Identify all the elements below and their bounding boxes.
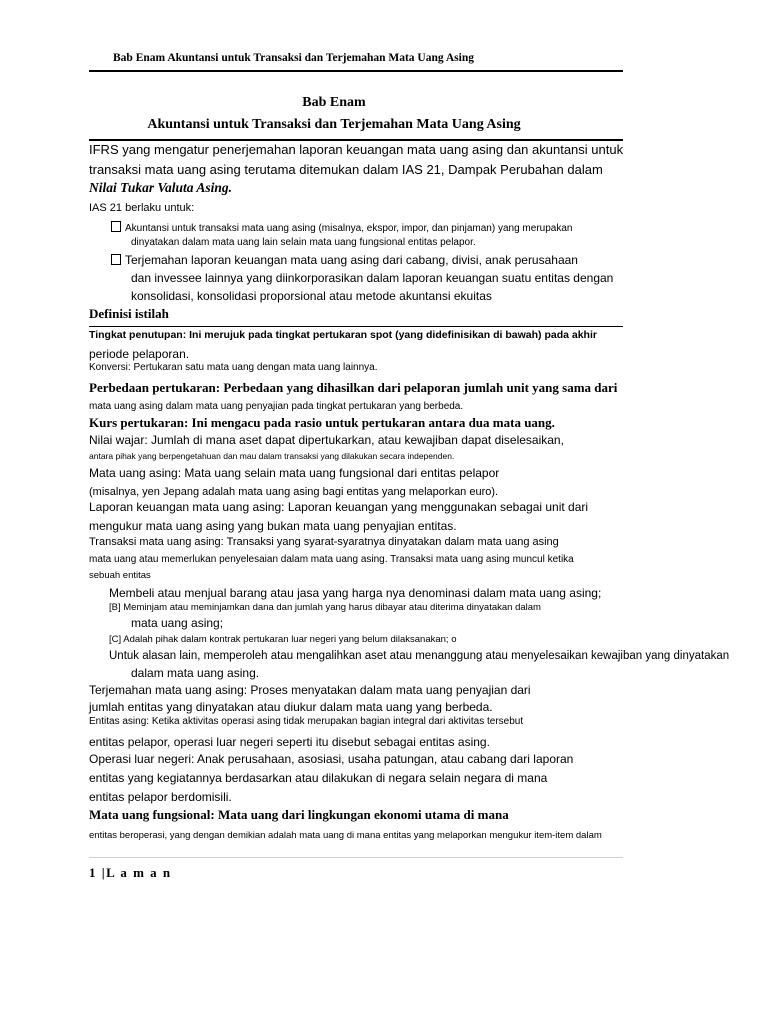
- sub-item-a: Membeli atau menjual barang atau jasa yang harga nya denominasi dalam mata uang asing;: [109, 586, 602, 600]
- sub-item-b-cont: mata uang asing;: [131, 616, 224, 630]
- definitions-rule: [89, 326, 623, 327]
- def-closing-rate: Tingkat penutupan: Ini merujuk pada tingkat pertukaran spot (yang didefinisikan di bawah) pada akhir: [89, 329, 597, 341]
- def-fc-transaction-cont-2: sebuah entitas: [89, 570, 151, 581]
- chapter-label: Bab Enam: [302, 95, 366, 110]
- def-fc-translation: Terjemahan mata uang asing: Proses menyatakan dalam mata uang penyajian dari: [89, 683, 531, 697]
- def-fair-value-cont: antara pihak yang berpengetahuan dan mau dalam transaksi yang dilakukan secara independen.: [89, 451, 455, 461]
- def-foreign-operation-cont-2: entitas pelapor berdomisili.: [89, 790, 232, 804]
- def-fc-statements: Laporan keuangan mata uang asing: Laporan keuangan yang menggunakan sebagai unit dari: [89, 500, 589, 514]
- def-exchange-difference-cont: mata uang asing dalam mata uang penyajian pada tingkat pertukaran yang berbeda.: [89, 401, 464, 412]
- page-label: |L a m a n: [101, 865, 172, 880]
- scope-item-2-cont-2: konsolidasi, konsolidasi proporsional atau metode akuntansi ekuitas: [131, 289, 492, 303]
- def-foreign-entity: Entitas asing: Ketika aktivitas operasi asing tidak merupakan bagian integral dari aktivitas tersebut: [89, 716, 524, 727]
- checkbox-bullet-icon: [111, 221, 121, 232]
- def-foreign-entity-cont: entitas pelapor, operasi luar negeri seperti itu disebut sebagai entitas asing.: [89, 735, 490, 749]
- header-rule: [89, 70, 623, 72]
- sub-item-c: [C] Adalah pihak dalam kontrak pertukaran luar negeri yang belum dilaksanakan; o: [109, 634, 457, 645]
- def-closing-rate-cont: periode pelaporan.: [89, 347, 190, 361]
- definitions-heading: Definisi istilah: [89, 306, 169, 321]
- intro-line-2: transaksi mata uang asing terutama ditemukan dalam IAS 21, Dampak Perubahan dalam: [89, 162, 603, 177]
- def-foreign-currency: Mata uang asing: Mata uang selain mata uang fungsional dari entitas pelapor: [89, 466, 500, 480]
- scope-lead: IAS 21 berlaku untuk:: [89, 202, 195, 214]
- scope-item-2: Terjemahan laporan keuangan mata uang asing dari cabang, divisi, anak perusahaan: [111, 253, 578, 267]
- def-fc-transaction-cont-1: mata uang atau memerlukan penyelesaian dalam mata uang asing. Transaksi mata uang asing muncul ketika: [89, 554, 574, 565]
- def-fc-transaction: Transaksi mata uang asing: Transaksi yang syarat-syaratnya dinyatakan dalam mata uang asing: [89, 536, 559, 548]
- checkbox-bullet-icon: [111, 254, 121, 265]
- def-conversion: Konversi: Pertukaran satu mata uang dengan mata uang lainnya.: [89, 362, 378, 373]
- def-exchange-rate: Kurs pertukaran: Ini mengacu pada rasio untuk pertukaran antara dua mata uang.: [89, 415, 555, 430]
- chapter-title: Akuntansi untuk Transaksi dan Terjemahan Mata Uang Asing: [147, 117, 521, 132]
- page-footer: [89, 865, 172, 881]
- def-exchange-difference: Perbedaan pertukaran: Perbedaan yang dihasilkan dari pelaporan jumlah unit yang sama dari: [89, 380, 618, 395]
- sub-item-d: Untuk alasan lain, memperoleh atau mengalihkan aset atau menanggung atau menyelesaikan kewajiban yang dinyatakan: [109, 650, 730, 662]
- footer-rule: [89, 857, 623, 858]
- scope-item-1-cont: dinyatakan dalam mata uang lain selain mata uang fungsional entitas pelapor.: [131, 237, 476, 248]
- running-header: Bab Enam Akuntansi untuk Transaksi dan Terjemahan Mata Uang Asing: [113, 52, 474, 64]
- def-foreign-operation: Operasi luar negeri: Anak perusahaan, asosiasi, usaha patungan, atau cabang dari laporan: [89, 752, 574, 766]
- intro-line-3: Nilai Tukar Valuta Asing.: [89, 180, 233, 195]
- def-functional-currency-cont: entitas beroperasi, yang dengan demikian adalah mata uang di mana entitas yang melaporkan mengukur item-item dalam: [89, 830, 602, 841]
- def-fc-statements-cont: mengukur mata uang asing yang bukan mata uang penyajian entitas.: [89, 519, 457, 533]
- def-fc-translation-cont: jumlah entitas yang dinyatakan atau diukur dalam mata uang yang berbeda.: [89, 700, 493, 714]
- scope-item-1: Akuntansi untuk transaksi mata uang asing (misalnya, ekspor, impor, dan pinjaman) yang merupakan: [111, 221, 572, 234]
- page-number: 1: [89, 865, 97, 880]
- def-foreign-currency-cont: (misalnya, yen Jepang adalah mata uang asing bagi entitas yang melaporkan euro).: [89, 486, 499, 498]
- def-functional-currency: Mata uang fungsional: Mata uang dari lingkungan ekonomi utama di mana: [89, 807, 509, 822]
- sub-item-b: [B] Meminjam atau meminjamkan dana dan jumlah yang harus dibayar atau diterima dinyatakan dalam: [109, 602, 541, 613]
- title-rule: [89, 139, 623, 141]
- def-foreign-operation-cont-1: entitas yang kegiatannya berdasarkan atau dilakukan di negara selain negara di mana: [89, 771, 548, 785]
- scope-item-2-cont-1: dan invessee lainnya yang diinkorporasikan dalam laporan keuangan suatu entitas dengan: [131, 271, 614, 285]
- sub-item-d-cont: dalam mata uang asing.: [131, 666, 260, 680]
- def-fair-value: Nilai wajar: Jumlah di mana aset dapat dipertukarkan, atau kewajiban dapat diselesaikan,: [89, 433, 564, 447]
- intro-line-1: IFRS yang mengatur penerjemahan laporan keuangan mata uang asing dan akuntansi untuk: [89, 142, 624, 157]
